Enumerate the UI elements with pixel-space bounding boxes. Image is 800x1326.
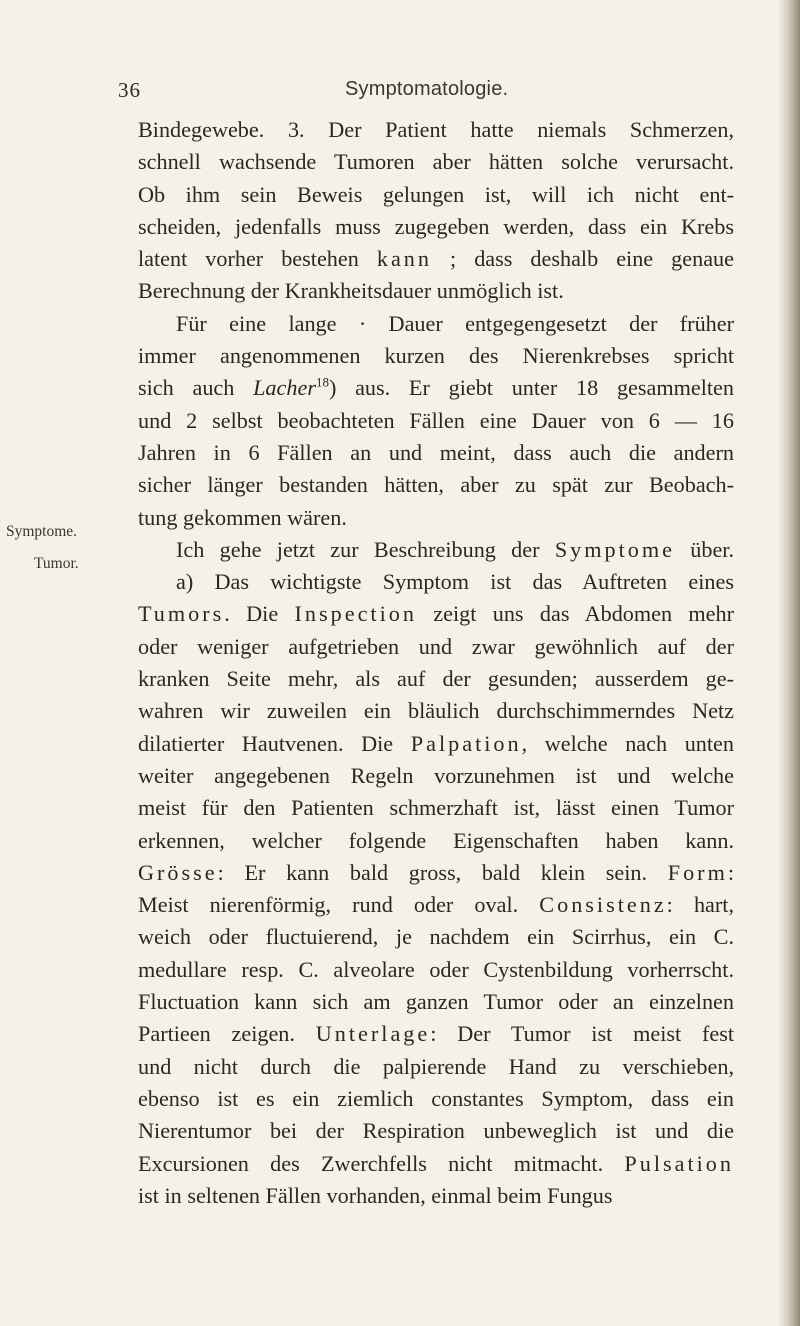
text-line: medullare resp. C. alveolare oder Cystenbildung vorherrscht.	[138, 956, 734, 982]
page-number: 36	[118, 78, 141, 102]
text-line: tung gekommen wären.	[138, 504, 347, 530]
spaced-word-kann: kann	[376, 246, 432, 272]
text-line: Für eine lange · Dauer entgegengesetzt der früher	[176, 310, 734, 336]
text-run: ) aus. Er giebt unter 18 gesammelten	[328, 375, 734, 401]
text-run: latent vorher bestehen	[138, 246, 359, 272]
author-name-lacher: Lacher	[253, 375, 316, 401]
text-line: immer angenommenen kurzen des Nierenkrebses spricht	[138, 343, 734, 369]
text-line: scheiden, jedenfalls muss zugegeben werden, dass ein Krebs	[138, 213, 734, 239]
text-line: oder weniger aufgetrieben und zwar gewöhnlich auf der	[138, 633, 734, 659]
text-line	[138, 1018, 734, 1050]
text-line	[138, 372, 734, 404]
spaced-word-form: Form	[667, 859, 728, 885]
text-run: über.	[674, 536, 735, 562]
text-line: und 2 selbst beobachteten Fällen eine Dauer von 6 — 16	[138, 407, 734, 433]
text-run: , welche nach unten	[521, 730, 734, 756]
text-run: sich auch	[138, 375, 235, 401]
text-line	[138, 598, 734, 630]
spaced-word-consistenz: Consistenz	[539, 892, 667, 918]
text-line	[138, 1148, 734, 1180]
text-run: : Der Tumor ist meist fest	[430, 1021, 734, 1047]
text-line: kranken Seite mehr, als auf der gesunden; ausserdem ge-	[138, 666, 734, 692]
text-run: Excursionen des Zwerchfells nicht mitmacht.	[138, 1150, 604, 1176]
page-header	[0, 78, 800, 108]
text-line: a) Das wichtigste Symptom ist das Auftreten eines	[176, 569, 734, 595]
body-text	[138, 114, 734, 1212]
text-run: ; dass deshalb eine genaue	[432, 246, 734, 272]
spaced-word-symptome: Symptome	[554, 536, 675, 562]
text-run: dilatierter Hautvenen. Die	[138, 730, 394, 756]
text-line: weich oder fluctuierend, je nachdem ein Scirrhus, ein C.	[138, 924, 734, 950]
text-line: weiter angegebenen Regeln vorzunehmen ist und welche	[138, 762, 734, 788]
spaced-word-pulsation: Pulsation	[624, 1150, 734, 1176]
text-line: ebenso ist es ein ziemlich constantes Symptom, dass ein	[138, 1085, 734, 1111]
text-line: und nicht durch die palpierende Hand zu verschieben,	[138, 1053, 734, 1079]
text-line	[138, 857, 734, 889]
text-run: Ich gehe jetzt zur Beschreibung der	[176, 536, 540, 562]
margin-note-tumor: Tumor.	[34, 555, 79, 572]
footnote-ref: 18	[315, 374, 329, 390]
spaced-word-unterlage: Unterlage	[315, 1021, 431, 1047]
text-line	[138, 243, 734, 275]
text-line	[138, 889, 734, 921]
text-line: Bindegewebe. 3. Der Patient hatte niemals Schmerzen,	[138, 117, 734, 142]
text-line: Ob ihm sein Beweis gelungen ist, will ich nicht ent-	[138, 181, 734, 207]
spaced-word-groesse: Grösse	[138, 859, 218, 885]
text-line: ist in seltenen Fällen vorhanden, einmal beim Fungus	[138, 1182, 613, 1208]
text-line: schnell wachsende Tumoren aber hätten solche verursacht.	[138, 149, 734, 175]
spaced-word-inspection: Inspection	[294, 601, 417, 627]
text-line: meist für den Patienten schmerzhaft ist, lässt einen Tumor	[138, 795, 734, 821]
text-line: Nierentumor bei der Respiration unbeweglich ist und die	[138, 1118, 734, 1144]
running-head: Symptomatologie.	[345, 78, 509, 100]
text-line: sicher länger bestanden hätten, aber zu spät zur Beobach-	[138, 472, 734, 498]
text-line: wahren wir zuweilen ein bläulich durchschimmerndes Netz	[138, 698, 734, 724]
text-run: : hart,	[666, 892, 734, 918]
text-line	[138, 728, 734, 760]
text-run: :	[727, 859, 735, 885]
text-line: Fluctuation kann sich am ganzen Tumor oder an einzelnen	[138, 989, 734, 1015]
spaced-word-palpation: Palpation	[410, 730, 522, 756]
text-line: Berechnung der Krankheitsdauer unmöglich ist.	[138, 278, 564, 304]
text-run: Partieen zeigen.	[138, 1021, 295, 1047]
text-run: Meist nierenförmig, rund oder oval.	[138, 892, 519, 918]
spaced-word-tumors: Tumors	[138, 601, 225, 627]
text-run: : Er kann bald gross, bald klein sein.	[217, 859, 648, 885]
text-run: . Die	[224, 601, 279, 627]
text-run: zeigt uns das Abdomen mehr	[416, 601, 735, 627]
margin-note-symptome: Symptome.	[6, 523, 78, 540]
text-line: Jahren in 6 Fällen an und meint, dass auch die andern	[138, 439, 734, 465]
page-edge-shadow	[778, 0, 800, 1326]
text-line: erkennen, welcher folgende Eigenschaften haben kann.	[138, 827, 734, 853]
text-line	[138, 534, 734, 566]
